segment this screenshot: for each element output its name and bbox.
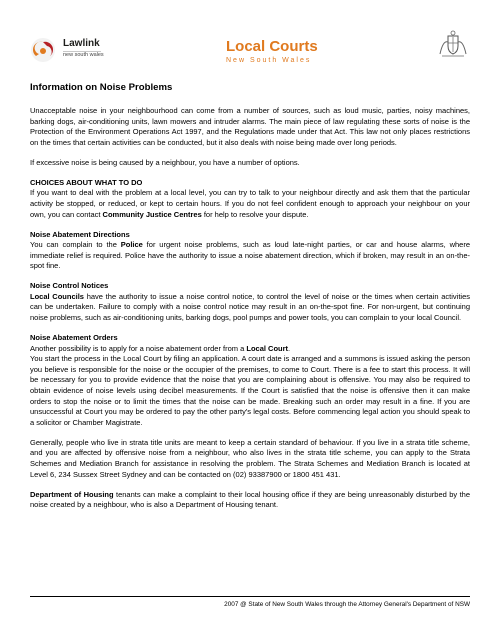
- orders-text-end: .: [288, 343, 291, 353]
- directions-heading: Noise Abatement Directions: [30, 229, 130, 239]
- control-heading: Noise Control Notices: [30, 281, 109, 291]
- housing-paragraph: [30, 490, 470, 511]
- document-body: [30, 106, 470, 520]
- police-label: Police: [120, 240, 143, 250]
- local-courts-subtitle: New South Wales: [226, 57, 312, 64]
- lawlink-logo-name: Lawlink: [63, 38, 100, 49]
- document-title: Information on Noise Problems: [30, 82, 173, 93]
- lawlink-logo-icon: [30, 37, 56, 63]
- department-of-housing-label: Department of Housing: [30, 489, 114, 499]
- lawlink-logo-subtitle: new south wales: [63, 52, 104, 58]
- housing-text: tenants can make a complaint to their local housing office if they are being unreasonably disturbed by the noise created by a neighbour, who is also a Department of Housing tenant.: [30, 489, 470, 510]
- page-header: [30, 30, 470, 82]
- orders-heading: Noise Abatement Orders: [30, 333, 118, 343]
- choices-section: [30, 178, 470, 220]
- choices-heading: CHOICES ABOUT WHAT TO DO: [30, 177, 143, 187]
- intro-paragraph: Unacceptable noise in your neighbourhood can come from a number of sources, such as loud music, parties, noisy machines, barking dogs, air-conditioning units, lawn mowers and intruder alarms. The main piece of law regulating these sorts of noise is the Protection of the Environment Operations Act 1997, and the Regulations made under that Act. This law not only places restrictions on the times that certain activities can be conducted, but it also deals with noise being made over long periods.: [30, 106, 470, 147]
- nsw-coat-of-arms-icon: [436, 30, 470, 60]
- orders-section: [30, 333, 470, 428]
- orders-text: Another possibility is to apply for a noise abatement order from a: [30, 343, 247, 353]
- strata-paragraph: Generally, people who live in strata title units are meant to keep a certain standard of behaviour. If you live in a strata title scheme, and you are affected by offensive noise from a neighbour, who also lives in the strata title scheme, you can apply to the Strata Schemes and Mediation Branch for assistance in resolving the problem. The Strata Schemes and Mediation Branch is located at Level 6, 234 Sussex Street Sydney and can be contacted on (02) 93387900 or 1800 451 431.: [30, 437, 470, 479]
- options-paragraph: If excessive noise is being caused by a neighbour, you have a number of options.: [30, 157, 300, 167]
- orders-process-text: You start the process in the Local Court by filing an application. A court date is arranged and a summons is issued asking the person you believe is responsible for the noise or the occupier of the premises, to come to Court. There is a fee to start this process. It will be necessary for you to provide evidence that the noise that you are complaining about is offensive. You may also be required to obtain evidence of noise levels using decibel measurements. If the Court is satisfied that the noise is offensive then it can make orders to stop the noise or to limit the times that the noise can be made. Breaking such an order may result in a fine. If you are unsuccessful at Court you may be ordered to pay the other party's legal costs. Before commencing legal action you should speak to a solicitor or Chamber Magistrate.: [30, 354, 470, 427]
- choices-text-end: for help to resolve your dispute.: [201, 209, 309, 219]
- control-section: [30, 281, 470, 323]
- local-councils-label: Local Councils: [30, 291, 84, 301]
- footer-copyright: 2007 @ State of New South Wales through the Attorney General's Department of NSW: [224, 601, 470, 608]
- local-court-label: Local Court: [246, 343, 289, 353]
- community-justice-centres: Community Justice Centres: [102, 209, 202, 219]
- directions-text-end: for urgent noise problems, such as loud late-night parties, or car and house alarms, where immediate relief is required. Police have the authority to issue a noise abatement direction, which if broken, may result in an on-the-spot fine.: [30, 240, 470, 271]
- control-text: have the authority to issue a noise control notice, to control the level of noise or the times when certain activities can be undertaken. Failure to comply with a noise control notice may result in an on-the-spot fine. For non-urgent, but continuing noise problems, such as air-conditioning units, barking dogs, pool pumps and power tools, you can complain to your local Council.: [30, 291, 471, 323]
- local-courts-title: Local Courts: [226, 38, 318, 55]
- directions-section: [30, 230, 470, 272]
- footer-divider: [30, 596, 470, 597]
- choices-text: If you want to deal with the problem at a local level, you can try to talk to your neighbour directly and ask them that the particular activity be stopped, or reduced, or kept to certain hours. If you do not feel confident enough to approach your neighbour on your own, you can contact: [30, 188, 470, 219]
- directions-text: You can complain to the: [30, 240, 121, 250]
